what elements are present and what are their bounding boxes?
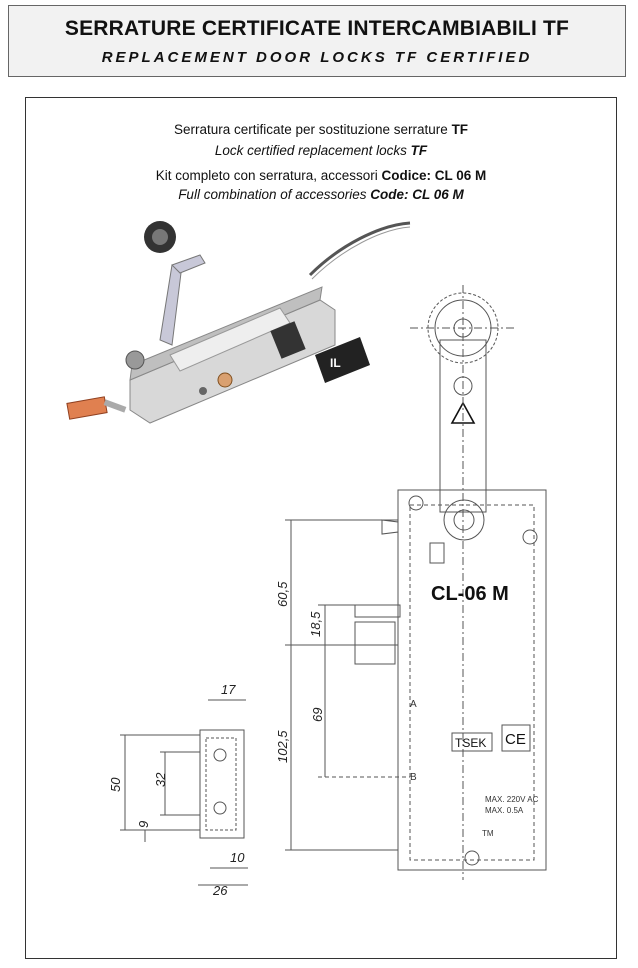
description-line-2: Lock certified replacement locks TF (214, 143, 428, 158)
svg-text:MAX. 220V AC: MAX. 220V AC (485, 795, 539, 804)
description-line-1: Serratura certificate per sostituzione serrature TF (173, 122, 469, 137)
svg-text:MAX. 0.5A: MAX. 0.5A (485, 806, 524, 815)
description-line-3: Kit completo con serratura, accessori Codice: CL 06 M (155, 168, 487, 183)
svg-text:32: 32 (153, 772, 168, 787)
svg-text:18,5: 18,5 (308, 611, 323, 637)
svg-text:9: 9 (136, 820, 151, 828)
svg-text:102,5: 102,5 (275, 730, 290, 763)
svg-text:A: A (410, 699, 417, 710)
svg-text:IL: IL (330, 356, 341, 370)
svg-text:TSEK: TSEK (455, 736, 487, 750)
svg-text:69: 69 (310, 707, 325, 722)
svg-text:50: 50 (108, 777, 123, 792)
svg-text:B: B (410, 772, 417, 783)
title-italian: SERRATURE CERTIFICATE INTERCAMBIABILI TF (64, 17, 570, 40)
description-line-4: Full combination of accessories Code: CL 06 M (178, 187, 464, 202)
svg-text:26: 26 (213, 883, 228, 898)
svg-text:CE: CE (505, 731, 526, 748)
svg-text:CL-06 M: CL-06 M (431, 583, 509, 605)
svg-text:60,5: 60,5 (275, 581, 290, 607)
svg-text:10: 10 (230, 850, 245, 865)
svg-text:17: 17 (221, 682, 236, 697)
svg-text:TM: TM (482, 829, 494, 838)
title-english: REPLACEMENT DOOR LOCKS TF CERTIFIED (101, 49, 533, 66)
